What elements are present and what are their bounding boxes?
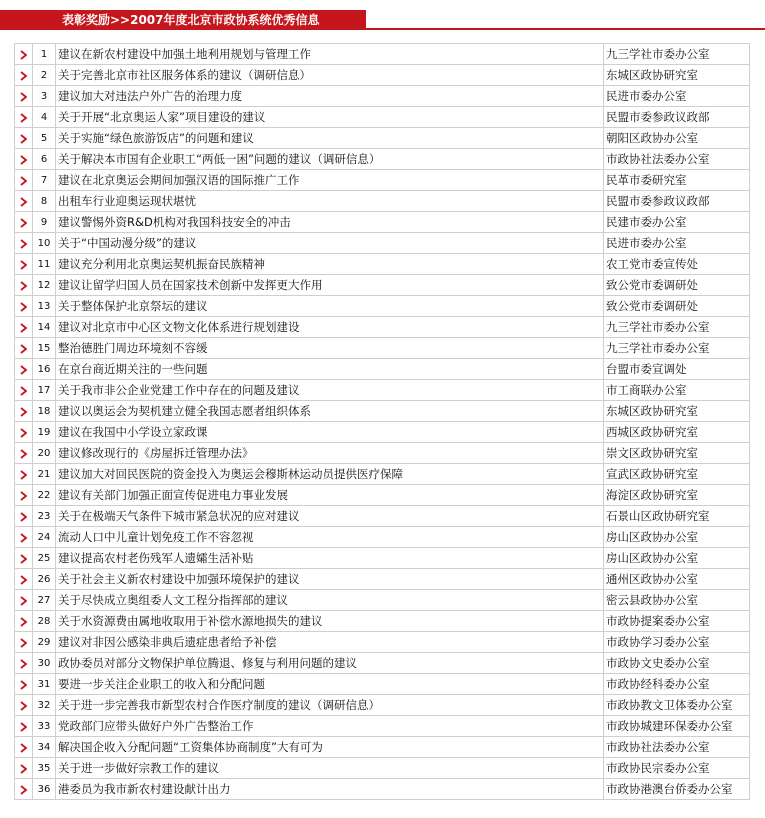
list-item-bullet (15, 401, 33, 422)
list-item-title-link[interactable]: 建议加大对回民医院的资金投入为奥运会穆斯林运动员提供医疗保障 (56, 464, 604, 485)
list-item-number: 17 (33, 380, 56, 401)
list-item-number: 28 (33, 611, 56, 632)
list-item-title-link[interactable]: 出租车行业迎奥运现状堪忧 (56, 191, 604, 212)
list-item-organization: 石景山区政协研究室 (604, 506, 750, 527)
list-item[interactable] (15, 380, 750, 401)
chevron-right-icon (20, 743, 27, 753)
list-item-organization: 致公党市委调研处 (604, 296, 750, 317)
list-item-organization: 海淀区政协研究室 (604, 485, 750, 506)
chevron-right-icon (20, 218, 27, 228)
list-item-organization: 九三学社市委办公室 (604, 44, 750, 65)
list-item-bullet (15, 779, 33, 800)
section-title: 表彰奖励>>2007年度北京市政协系统优秀信息 (0, 10, 366, 30)
list-item-bullet (15, 149, 33, 170)
list-item-title-link[interactable]: 关于解决本市国有企业职工“两低一困”问题的建议（调研信息） (56, 149, 604, 170)
list-item-title-link[interactable]: 关于“中国动漫分级”的建议 (56, 233, 604, 254)
list-item-title-link[interactable]: 在京台商近期关注的一些问题 (56, 359, 604, 380)
chevron-right-icon (20, 71, 27, 81)
list-item-organization: 东城区政协研究室 (604, 401, 750, 422)
chevron-right-icon (20, 449, 27, 459)
chevron-right-icon (20, 428, 27, 438)
list-item-bullet (15, 296, 33, 317)
chevron-right-icon (20, 659, 27, 669)
chevron-right-icon (20, 365, 27, 375)
list-item[interactable] (15, 590, 750, 611)
list-item-organization: 民革市委研究室 (604, 170, 750, 191)
chevron-right-icon (20, 113, 27, 123)
chevron-right-icon (20, 554, 27, 564)
list-item-title-link[interactable]: 港委员为我市新农村建设献计出力 (56, 779, 604, 800)
list-item-number: 31 (33, 674, 56, 695)
list-item-organization: 民进市委办公室 (604, 86, 750, 107)
list-item[interactable] (15, 548, 750, 569)
chevron-right-icon (20, 722, 27, 732)
list-item-organization: 房山区政协办公室 (604, 527, 750, 548)
list-item[interactable] (15, 296, 750, 317)
list-item[interactable] (15, 44, 750, 65)
chevron-right-icon (20, 197, 27, 207)
list-item-bullet (15, 107, 33, 128)
list-item-bullet (15, 737, 33, 758)
list-item[interactable] (15, 359, 750, 380)
list-item-number: 14 (33, 317, 56, 338)
list-item-number: 6 (33, 149, 56, 170)
list-item-number: 15 (33, 338, 56, 359)
list-item[interactable] (15, 632, 750, 653)
list-item-number: 33 (33, 716, 56, 737)
list-item-title-link[interactable]: 党政部门应带头做好户外广告整治工作 (56, 716, 604, 737)
list-item[interactable] (15, 107, 750, 128)
list-item-bullet (15, 170, 33, 191)
list-item-organization: 市工商联办公室 (604, 380, 750, 401)
header-divider (0, 28, 765, 30)
list-item-title-link[interactable]: 建议在新农村建设中加强土地利用规划与管理工作 (56, 44, 604, 65)
list-item-number: 36 (33, 779, 56, 800)
list-item[interactable] (15, 758, 750, 779)
list-item-organization: 市政协教文卫体委办公室 (604, 695, 750, 716)
chevron-right-icon (20, 386, 27, 396)
list-item-title-link[interactable]: 关于进一步做好宗教工作的建议 (56, 758, 604, 779)
list-item-bullet (15, 611, 33, 632)
list-item-title-link[interactable]: 关于水资源费由属地收取用于补偿水源地损失的建议 (56, 611, 604, 632)
list-item-number: 1 (33, 44, 56, 65)
list-item-title-link[interactable]: 建议在我国中小学设立家政课 (56, 422, 604, 443)
list-item-number: 13 (33, 296, 56, 317)
list-item-organization: 台盟市委宣调处 (604, 359, 750, 380)
list-item-title-link[interactable]: 关于尽快成立奥组委人文工程分指挥部的建议 (56, 590, 604, 611)
chevron-right-icon (20, 491, 27, 501)
list-item-number: 35 (33, 758, 56, 779)
list-item-bullet (15, 65, 33, 86)
list-item-bullet (15, 254, 33, 275)
list-item-organization: 民进市委办公室 (604, 233, 750, 254)
list-item[interactable] (15, 443, 750, 464)
list-item-bullet (15, 653, 33, 674)
list-item-number: 34 (33, 737, 56, 758)
list-item-title-link[interactable]: 建议在北京奥运会期间加强汉语的国际推广工作 (56, 170, 604, 191)
chevron-right-icon (20, 533, 27, 543)
list-item-number: 22 (33, 485, 56, 506)
list-item-number: 23 (33, 506, 56, 527)
list-item-title-link[interactable]: 建议有关部门加强正面宣传促进电力事业发展 (56, 485, 604, 506)
list-item-number: 7 (33, 170, 56, 191)
chevron-right-icon (20, 638, 27, 648)
list-item-bullet (15, 359, 33, 380)
chevron-right-icon (20, 281, 27, 291)
list-item-number: 2 (33, 65, 56, 86)
list-item-bullet (15, 422, 33, 443)
list-item-bullet (15, 506, 33, 527)
list-item-number: 26 (33, 569, 56, 590)
list-item-organization: 市政协社法委办公室 (604, 149, 750, 170)
chevron-right-icon (20, 575, 27, 585)
chevron-right-icon (20, 680, 27, 690)
list-item-title-link[interactable]: 关于社会主义新农村建设中加强环境保护的建议 (56, 569, 604, 590)
list-item-bullet (15, 380, 33, 401)
list-item-title-link[interactable]: 整治德胜门周边环境刻不容缓 (56, 338, 604, 359)
chevron-right-icon (20, 323, 27, 333)
list-item-number: 8 (33, 191, 56, 212)
list-item-organization: 民盟市委参政议政部 (604, 191, 750, 212)
list-item-bullet (15, 212, 33, 233)
list-item-organization: 市政协社法委办公室 (604, 737, 750, 758)
list-item-title-link[interactable]: 建议警惕外资R&D机构对我国科技安全的冲击 (56, 212, 604, 233)
list-item[interactable] (15, 254, 750, 275)
list-item-bullet (15, 716, 33, 737)
list-item-bullet (15, 86, 33, 107)
list-item-number: 27 (33, 590, 56, 611)
list-item-bullet (15, 338, 33, 359)
list-item[interactable] (15, 422, 750, 443)
info-list-table (14, 43, 750, 800)
list-item[interactable] (15, 695, 750, 716)
chevron-right-icon (20, 785, 27, 795)
list-item-title-link[interactable]: 建议修改现行的《房屋拆迁管理办法》 (56, 443, 604, 464)
list-item-bullet (15, 569, 33, 590)
chevron-right-icon (20, 764, 27, 774)
list-item-organization: 民盟市委参政议政部 (604, 107, 750, 128)
list-item-bullet (15, 275, 33, 296)
list-item-title-link[interactable]: 解决国企收入分配问题“工资集体协商制度”大有可为 (56, 737, 604, 758)
list-item-number: 25 (33, 548, 56, 569)
list-item-organization: 民建市委办公室 (604, 212, 750, 233)
list-item-bullet (15, 191, 33, 212)
info-list-body (15, 44, 750, 800)
list-item-number: 9 (33, 212, 56, 233)
chevron-right-icon (20, 134, 27, 144)
list-item-bullet (15, 485, 33, 506)
list-item-number: 24 (33, 527, 56, 548)
list-item[interactable] (15, 506, 750, 527)
list-item-organization: 朝阳区政协办公室 (604, 128, 750, 149)
list-item-bullet (15, 590, 33, 611)
list-item[interactable] (15, 485, 750, 506)
list-item-number: 3 (33, 86, 56, 107)
list-item[interactable] (15, 674, 750, 695)
list-item-number: 19 (33, 422, 56, 443)
list-item-title-link[interactable]: 关于实施“绿色旅游饭店”的问题和建议 (56, 128, 604, 149)
list-item-bullet (15, 464, 33, 485)
list-item-number: 12 (33, 275, 56, 296)
list-item-number: 30 (33, 653, 56, 674)
chevron-right-icon (20, 50, 27, 60)
list-item[interactable] (15, 527, 750, 548)
list-item-organization: 西城区政协研究室 (604, 422, 750, 443)
list-item-bullet (15, 233, 33, 254)
chevron-right-icon (20, 239, 27, 249)
list-item-organization: 市政协提案委办公室 (604, 611, 750, 632)
list-item-organization: 九三学社市委办公室 (604, 338, 750, 359)
list-item-title-link[interactable]: 关于开展“北京奥运人家”项目建设的建议 (56, 107, 604, 128)
chevron-right-icon (20, 407, 27, 417)
list-item-organization: 九三学社市委办公室 (604, 317, 750, 338)
list-item[interactable] (15, 275, 750, 296)
list-item-organization: 密云县政协办公室 (604, 590, 750, 611)
list-item-number: 5 (33, 128, 56, 149)
section-header (0, 10, 765, 30)
list-item-organization: 农工党市委宣传处 (604, 254, 750, 275)
chevron-right-icon (20, 176, 27, 186)
chevron-right-icon (20, 92, 27, 102)
list-item[interactable] (15, 611, 750, 632)
list-item-organization: 市政协港澳台侨委办公室 (604, 779, 750, 800)
list-item-title-link[interactable]: 关于在极端天气条件下城市紧急状况的应对建议 (56, 506, 604, 527)
list-item-number: 18 (33, 401, 56, 422)
list-item-bullet (15, 317, 33, 338)
list-item-number: 11 (33, 254, 56, 275)
list-item-number: 32 (33, 695, 56, 716)
list-item-organization: 市政协经科委办公室 (604, 674, 750, 695)
list-item-organization: 市政协民宗委办公室 (604, 758, 750, 779)
list-item-bullet (15, 527, 33, 548)
list-item-title-link[interactable]: 建议充分利用北京奥运契机振奋民族精神 (56, 254, 604, 275)
list-item-organization: 崇文区政协研究室 (604, 443, 750, 464)
list-item[interactable] (15, 716, 750, 737)
chevron-right-icon (20, 302, 27, 312)
list-item[interactable] (15, 191, 750, 212)
list-item-title-link[interactable]: 关于整体保护北京祭坛的建议 (56, 296, 604, 317)
list-item-organization: 房山区政协办公室 (604, 548, 750, 569)
list-item-organization: 东城区政协研究室 (604, 65, 750, 86)
list-item-bullet (15, 632, 33, 653)
chevron-right-icon (20, 155, 27, 165)
list-item[interactable] (15, 569, 750, 590)
list-item[interactable] (15, 317, 750, 338)
list-item[interactable] (15, 170, 750, 191)
list-item-number: 20 (33, 443, 56, 464)
list-item[interactable] (15, 653, 750, 674)
list-item-bullet (15, 548, 33, 569)
chevron-right-icon (20, 617, 27, 627)
list-item[interactable] (15, 128, 750, 149)
list-item-title-link[interactable]: 建议以奥运会为契机建立健全我国志愿者组织体系 (56, 401, 604, 422)
list-item-bullet (15, 128, 33, 149)
list-item[interactable] (15, 338, 750, 359)
list-item[interactable] (15, 65, 750, 86)
chevron-right-icon (20, 596, 27, 606)
list-item-organization: 市政协文史委办公室 (604, 653, 750, 674)
list-item-bullet (15, 44, 33, 65)
chevron-right-icon (20, 470, 27, 480)
list-item-number: 29 (33, 632, 56, 653)
list-item-organization: 通州区政协办公室 (604, 569, 750, 590)
list-item[interactable] (15, 149, 750, 170)
list-item-organization: 致公党市委调研处 (604, 275, 750, 296)
list-item-title-link[interactable]: 建议对非因公感染非典后遗症患者给予补偿 (56, 632, 604, 653)
list-item-title-link[interactable]: 关于完善北京市社区服务体系的建议（调研信息） (56, 65, 604, 86)
list-item-title-link[interactable]: 建议让留学归国人员在国家技术创新中发挥更大作用 (56, 275, 604, 296)
list-item-number: 16 (33, 359, 56, 380)
chevron-right-icon (20, 512, 27, 522)
list-item-title-link[interactable]: 政协委员对部分文物保护单位腾退、修复与利用问题的建议 (56, 653, 604, 674)
list-item[interactable] (15, 737, 750, 758)
list-item-title-link[interactable]: 流动人口中儿童计划免疫工作不容忽视 (56, 527, 604, 548)
list-item[interactable] (15, 233, 750, 254)
list-item-bullet (15, 695, 33, 716)
list-item-bullet (15, 758, 33, 779)
chevron-right-icon (20, 701, 27, 711)
list-item-organization: 宣武区政协研究室 (604, 464, 750, 485)
list-item-title-link[interactable]: 建议加大对违法户外广告的治理力度 (56, 86, 604, 107)
list-item[interactable] (15, 464, 750, 485)
list-item[interactable] (15, 401, 750, 422)
chevron-right-icon (20, 344, 27, 354)
list-item-title-link[interactable]: 关于我市非公企业党建工作中存在的问题及建议 (56, 380, 604, 401)
list-item-organization: 市政协城建环保委办公室 (604, 716, 750, 737)
list-item-bullet (15, 443, 33, 464)
list-item[interactable] (15, 779, 750, 800)
list-item[interactable] (15, 212, 750, 233)
list-item-bullet (15, 674, 33, 695)
list-item-number: 4 (33, 107, 56, 128)
list-item-title-link[interactable]: 建议对北京市中心区文物文化体系进行规划建设 (56, 317, 604, 338)
list-item-number: 21 (33, 464, 56, 485)
chevron-right-icon (20, 260, 27, 270)
list-item-title-link[interactable]: 关于进一步完善我市新型农村合作医疗制度的建议（调研信息） (56, 695, 604, 716)
list-item-title-link[interactable]: 要进一步关注企业职工的收入和分配问题 (56, 674, 604, 695)
list-item-number: 10 (33, 233, 56, 254)
list-item[interactable] (15, 86, 750, 107)
list-item-organization: 市政协学习委办公室 (604, 632, 750, 653)
list-item-title-link[interactable]: 建议提高农村老伤残军人遗孀生活补贴 (56, 548, 604, 569)
